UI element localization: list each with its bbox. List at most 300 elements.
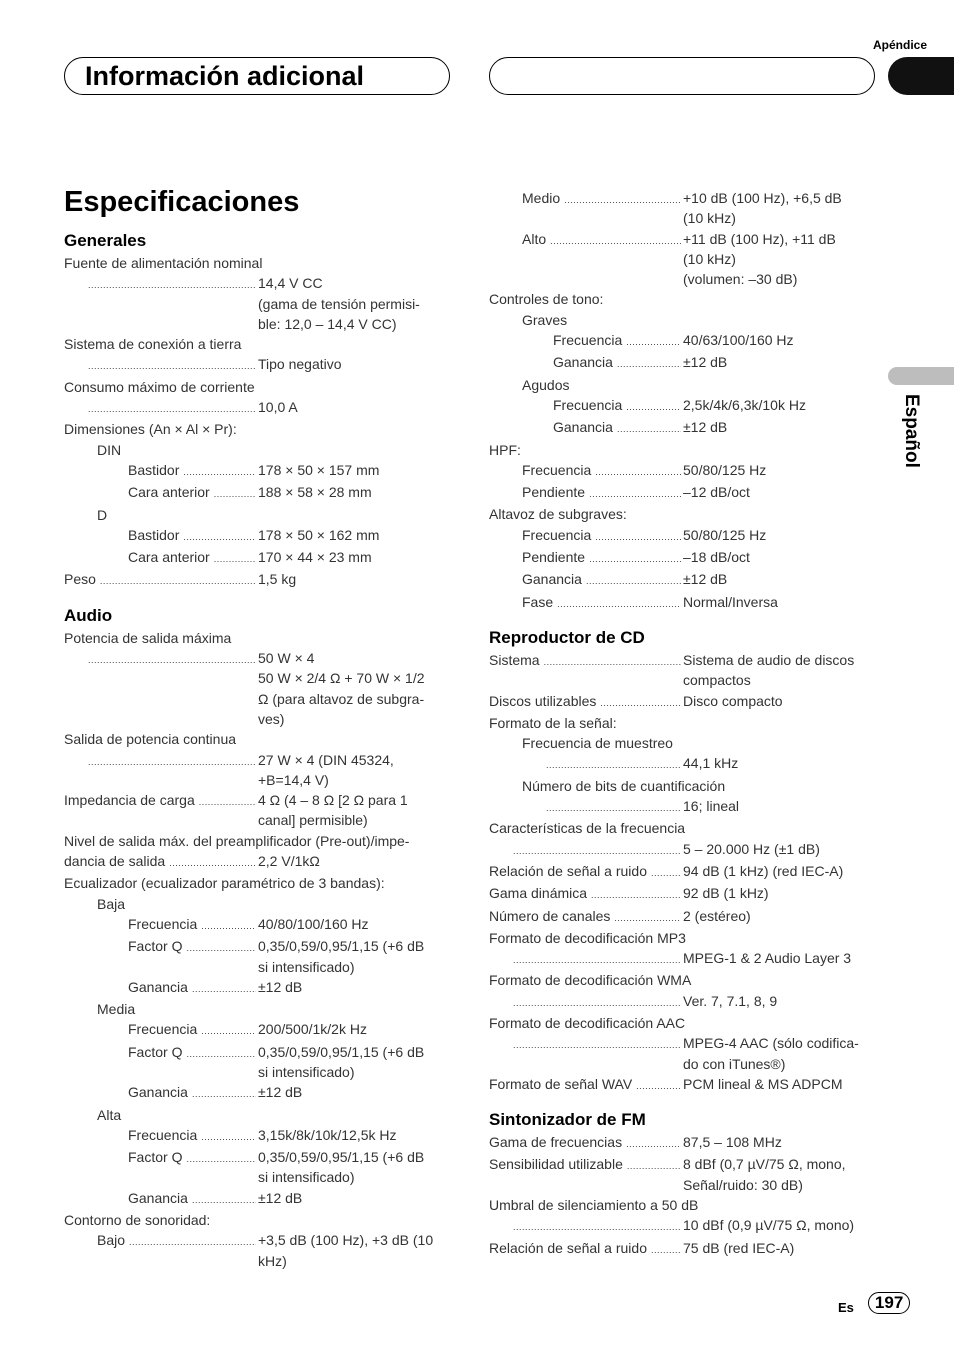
spec-value-line: 50/80/125 Hz (683, 461, 767, 478)
spec-value-line: MPEG-4 AAC (sólo codifica- (683, 1035, 859, 1052)
section-gap (489, 1096, 879, 1110)
spec-value-line: +B=14,4 V) (258, 771, 329, 788)
spec-value-line: 3,15k/8k/10k/12,5k Hz (258, 1126, 397, 1143)
page-title: Especificaciones (64, 186, 300, 218)
spec-value (258, 790, 454, 831)
spec-row (489, 229, 879, 290)
section-header (64, 57, 450, 95)
spec-value (258, 750, 454, 791)
spec-label: Alta (97, 1106, 122, 1123)
spec-key-text: Bastidor (128, 526, 180, 543)
spec-value-line: 178 × 50 × 162 mm (258, 526, 380, 543)
spec-value-line: 178 × 50 × 157 mm (258, 461, 380, 478)
spec-value (683, 883, 879, 905)
dot-leader (183, 460, 256, 482)
page-number: 197 (868, 1292, 910, 1314)
spec-value-line: 188 × 58 × 28 mm (258, 484, 372, 501)
dot-leader (88, 648, 256, 729)
spec-value (258, 273, 454, 334)
dot-leader (88, 750, 256, 791)
spec-value (683, 1074, 879, 1096)
dot-leader (169, 851, 256, 873)
dot-leader (88, 273, 256, 334)
spec-value-line: 16; lineal (683, 798, 740, 815)
spec-value-line: 40/80/100/160 Hz (258, 915, 369, 932)
spec-value-line: 0,35/0,59/0,95/1,15 (+6 dB (258, 1043, 425, 1060)
spec-key-text: Fase (522, 593, 554, 610)
spec-row (489, 525, 879, 547)
dot-leader (100, 569, 256, 591)
spec-key-text: Gama de frecuencias (489, 1134, 623, 1151)
spec-value-line: PCM lineal & MS ADPCM (683, 1075, 843, 1092)
spec-value-line: ±12 dB (683, 354, 728, 371)
spec-value-line: 94 dB (1 kHz) (red IEC-A) (683, 862, 844, 879)
spec-value-line: 44,1 kHz (683, 755, 739, 772)
spec-row (489, 1033, 879, 1074)
spec-label: Fuente de alimentación nominal (64, 255, 263, 271)
dot-leader (192, 1082, 256, 1104)
dot-leader (591, 883, 681, 905)
spec-key (64, 851, 258, 873)
dot-leader (544, 650, 681, 691)
spec-key-text: Medio (522, 190, 561, 206)
dot-leader (513, 991, 681, 1013)
spec-label: Altavoz de subgraves: (489, 506, 627, 523)
spec-key (553, 352, 683, 374)
dot-leader (214, 482, 256, 504)
spec-row (64, 977, 454, 999)
spec-value (683, 948, 879, 970)
spec-label: Media (97, 1001, 136, 1018)
spec-value-line: 2,2 V/1kΩ (258, 853, 320, 870)
dot-leader (586, 569, 681, 591)
spec-key (553, 330, 683, 352)
dot-leader (557, 592, 681, 614)
spec-key (522, 547, 683, 569)
spec-key-text: Alto (522, 230, 547, 247)
dot-leader (546, 796, 681, 818)
spec-row (489, 650, 879, 691)
spec-value-line: ±12 dB (683, 571, 728, 588)
spec-value-line: (10 kHz) (683, 250, 736, 267)
spec-row (489, 753, 879, 775)
dot-leader (617, 352, 681, 374)
dot-leader (589, 547, 681, 569)
dot-leader (617, 417, 681, 439)
dot-leader (589, 482, 681, 504)
spec-value-line: –12 dB/oct (683, 484, 750, 501)
spec-value-line: Ω (para altavoz de subgra- (258, 690, 425, 707)
spec-key (128, 1082, 258, 1104)
section-title: Información adicional (85, 61, 365, 91)
spec-key (522, 460, 683, 482)
spec-value (683, 991, 879, 1013)
dot-leader (183, 525, 256, 547)
spec-value-line: 4 Ω (4 – 8 Ω [2 Ω para 1 (258, 792, 408, 809)
spec-key (509, 1033, 683, 1074)
spec-value-line: 0,35/0,59/0,95/1,15 (+6 dB (258, 938, 425, 955)
spec-row (64, 750, 454, 791)
spec-key-text: Frecuencia (128, 1126, 198, 1143)
spec-row (64, 482, 454, 504)
spec-row (489, 460, 879, 482)
spec-value (683, 592, 879, 614)
spec-value-line: ±12 dB (258, 978, 303, 995)
spec-key (128, 977, 258, 999)
spec-label: Nivel de salida máx. del preamplificador (Pre-out)/impe- (64, 832, 410, 849)
spec-value (683, 691, 879, 713)
spec-value-line: 14,4 V CC (258, 275, 323, 292)
spec-value-line: 200/500/1k/2k Hz (258, 1021, 367, 1038)
spec-row (489, 482, 879, 504)
spec-row (489, 330, 879, 352)
spec-row (64, 273, 454, 334)
spec-key (128, 1019, 258, 1041)
dot-leader (214, 547, 256, 569)
spec-key-text: Ganancia (128, 1189, 188, 1206)
section-heading: Sintonizador de FM (489, 1110, 646, 1130)
spec-value (683, 525, 879, 547)
dot-leader (626, 330, 681, 352)
spec-key-text: Relación de señal a ruido (489, 1239, 647, 1256)
spec-value (683, 1033, 879, 1074)
section-gap (64, 592, 454, 606)
spec-value (683, 796, 879, 818)
dot-leader (513, 948, 681, 970)
spec-key-text: Ganancia (553, 354, 613, 371)
spec-label: HPF: (489, 441, 521, 458)
spec-key-text: Frecuencia (522, 461, 592, 478)
spec-value (683, 569, 879, 591)
spec-key (489, 1132, 683, 1154)
spec-value (683, 861, 879, 883)
language-tab (888, 367, 954, 385)
header-black-tab (888, 57, 954, 95)
spec-row (64, 851, 454, 873)
spec-value-line: Señal/ruido: 30 dB) (683, 1176, 803, 1193)
spec-key (64, 790, 258, 831)
spec-row (64, 547, 454, 569)
spec-label: DIN (97, 441, 122, 458)
spec-key (489, 906, 683, 928)
spec-key-text: Bastidor (128, 461, 180, 478)
spec-value (258, 1125, 454, 1147)
spec-key-text: Factor Q (128, 938, 183, 955)
dot-leader (651, 1238, 681, 1260)
spec-key (489, 1074, 683, 1096)
spec-value (683, 330, 879, 352)
spec-key (84, 750, 258, 791)
dot-leader (626, 1132, 681, 1154)
spec-key (64, 569, 258, 591)
spec-key-text: Factor Q (128, 1149, 183, 1166)
spec-row (489, 839, 879, 861)
spec-key (128, 1125, 258, 1147)
spec-label: Número de bits de cuantificación (522, 777, 726, 794)
spec-value-line: kHz) (258, 1252, 287, 1269)
spec-value (683, 352, 879, 374)
spec-key (97, 1230, 258, 1271)
spec-value (683, 1132, 879, 1154)
spec-value (258, 460, 454, 482)
spec-key-text: Formato de señal WAV (489, 1075, 633, 1092)
spec-key (489, 1154, 683, 1195)
spec-value (258, 354, 454, 376)
spec-key (489, 1238, 683, 1260)
spec-value-line: 10 dBf (0,9 µV/75 Ω, mono) (683, 1217, 855, 1234)
spec-value-line: ble: 12,0 – 14,4 V CC) (258, 315, 397, 332)
spec-row (64, 790, 454, 831)
spec-value-line: (10 kHz) (683, 210, 736, 227)
spec-label: Dimensiones (An × Al × Pr): (64, 421, 237, 438)
spec-row (64, 648, 454, 729)
spec-value-line: 2,5k/4k/6,3k/10k Hz (683, 396, 806, 413)
spec-key (84, 397, 258, 419)
dot-leader (614, 906, 681, 928)
spec-value-line: +11 dB (100 Hz), +11 dB (683, 230, 836, 247)
spec-key-text: Cara anterior (128, 549, 210, 566)
spec-row (64, 1019, 454, 1041)
spec-value-line: (gama de tensión permisi- (258, 295, 420, 312)
spec-key (553, 395, 683, 417)
spec-value-line: 50/80/125 Hz (683, 526, 767, 543)
spec-row (64, 1188, 454, 1210)
spec-value (683, 229, 879, 290)
spec-key-text: Frecuencia (128, 915, 198, 932)
spec-value (683, 753, 879, 775)
spec-key (522, 229, 683, 290)
spec-label: Formato de decodificación AAC (489, 1014, 686, 1031)
spec-value (258, 851, 454, 873)
spec-key-text: dancia de salida (64, 853, 166, 870)
spec-key (522, 592, 683, 614)
dot-leader (129, 1230, 256, 1271)
spec-key (128, 936, 258, 977)
spec-value-line: 87,5 – 108 MHz (683, 1134, 782, 1151)
dot-leader (192, 1188, 256, 1210)
spec-value (683, 839, 879, 861)
spec-value-line: –18 dB/oct (683, 549, 750, 566)
spec-row (64, 397, 454, 419)
spec-key-text: Cara anterior (128, 484, 210, 501)
spec-column-left (64, 231, 454, 1271)
spec-value-line: +3,5 dB (100 Hz), +3 dB (10 (258, 1232, 434, 1249)
spec-value-line: si intensificado) (258, 958, 355, 975)
spec-key (522, 188, 683, 229)
section-heading: Generales (64, 231, 147, 250)
header-empty-frame (489, 57, 875, 95)
spec-key (128, 914, 258, 936)
spec-label: Formato de decodificación MP3 (489, 929, 686, 946)
spec-key (128, 547, 258, 569)
spec-label: Formato de decodificación WMA (489, 972, 692, 989)
dot-leader (595, 460, 681, 482)
spec-key (84, 273, 258, 334)
spec-value-line: 75 dB (red IEC-A) (683, 1239, 795, 1256)
spec-row (489, 395, 879, 417)
dot-leader (564, 188, 681, 229)
spec-row (64, 569, 454, 591)
spec-key (509, 948, 683, 970)
page-lang: Es (838, 1300, 854, 1315)
spec-value-line: Disco compacto (683, 692, 783, 709)
spec-row (64, 525, 454, 547)
dot-leader (192, 977, 256, 999)
spec-value (683, 460, 879, 482)
spec-row (64, 1230, 454, 1271)
spec-key (522, 569, 683, 591)
spec-value-line: ±12 dB (258, 1084, 303, 1101)
spec-value-line: ±12 dB (683, 419, 728, 436)
spec-value-line: Normal/Inversa (683, 593, 778, 610)
spec-value (258, 525, 454, 547)
dot-leader (550, 229, 681, 290)
dot-leader (636, 1074, 681, 1096)
spec-key (522, 525, 683, 547)
spec-key (128, 482, 258, 504)
dot-leader (513, 1033, 681, 1074)
spec-label: Contorno de sonoridad: (64, 1212, 211, 1229)
spec-value-line: Sistema de audio de discos (683, 651, 855, 668)
language-label: Español (901, 394, 922, 468)
spec-key-text: Ganancia (128, 1084, 188, 1101)
spec-key-text: Gama dinámica (489, 885, 588, 902)
spec-value (258, 977, 454, 999)
spec-value (258, 1147, 454, 1188)
spec-label: D (97, 506, 108, 523)
spec-value (683, 906, 879, 928)
spec-key (489, 691, 683, 713)
spec-value-line: 40/63/100/160 Hz (683, 332, 794, 349)
dot-leader (627, 1154, 681, 1195)
spec-value (683, 395, 879, 417)
spec-key (489, 861, 683, 883)
spec-row (489, 691, 879, 713)
spec-key-text: Sistema (489, 651, 540, 668)
spec-key (84, 648, 258, 729)
spec-key (509, 991, 683, 1013)
spec-row (489, 1132, 879, 1154)
spec-key (542, 796, 683, 818)
dot-leader (513, 1215, 681, 1237)
spec-key-text: Peso (64, 571, 96, 588)
spec-label: Potencia de salida máxima (64, 629, 232, 646)
spec-key-text: Relación de señal a ruido (489, 862, 647, 879)
spec-key (509, 839, 683, 861)
spec-value (258, 1019, 454, 1041)
spec-row (489, 417, 879, 439)
spec-value-line: 27 W × 4 (DIN 45324, (258, 751, 394, 768)
spec-value-line: 10,0 A (258, 399, 298, 416)
spec-key (489, 650, 683, 691)
spec-value-line: 170 × 44 × 23 mm (258, 549, 372, 566)
spec-row (489, 592, 879, 614)
dot-leader (595, 525, 681, 547)
spec-row (489, 1215, 879, 1237)
spec-key (542, 753, 683, 775)
section-gap (489, 614, 879, 628)
spec-value-line: 8 dBf (0,7 µV/75 Ω, mono, (683, 1156, 846, 1173)
spec-row (64, 1147, 454, 1188)
spec-value (258, 1230, 454, 1271)
spec-label: Controles de tono: (489, 291, 604, 308)
spec-row (64, 1042, 454, 1083)
spec-value-line: +10 dB (100 Hz), +6,5 dB (683, 190, 842, 206)
dot-leader (513, 839, 681, 861)
spec-value-line: 92 dB (1 kHz) (683, 885, 769, 902)
spec-row (489, 906, 879, 928)
section-heading: Reproductor de CD (489, 627, 645, 647)
appendix-label: Apéndice (872, 38, 927, 52)
dot-leader (88, 397, 256, 419)
spec-row (489, 948, 879, 970)
spec-key (128, 1042, 258, 1083)
spec-value (683, 1215, 879, 1237)
spec-value (258, 569, 454, 591)
dot-leader (201, 1019, 256, 1041)
spec-label: Consumo máximo de corriente (64, 378, 255, 395)
spec-row (489, 1074, 879, 1096)
dot-leader (186, 936, 256, 977)
dot-leader (88, 354, 256, 376)
spec-value-line: ±12 dB (258, 1189, 303, 1206)
spec-value-line: 50 W × 4 (258, 650, 315, 667)
spec-row (64, 1082, 454, 1104)
spec-value (683, 547, 879, 569)
spec-row (489, 569, 879, 591)
spec-value (258, 397, 454, 419)
dot-leader (651, 861, 681, 883)
spec-key-text: Bajo (97, 1232, 126, 1249)
spec-row (489, 796, 879, 818)
spec-row (489, 547, 879, 569)
spec-key-text: Discos utilizables (489, 692, 597, 709)
spec-row (489, 1238, 879, 1260)
spec-column-right (489, 188, 879, 1260)
spec-value (258, 1042, 454, 1083)
spec-value (258, 1082, 454, 1104)
spec-value-line: MPEG-1 & 2 Audio Layer 3 (683, 950, 852, 967)
spec-key-text: Factor Q (128, 1043, 183, 1060)
spec-value (683, 650, 879, 691)
spec-value (683, 188, 879, 229)
spec-value-line: 50 W × 2/4 Ω + 70 W × 1/2 (258, 670, 425, 687)
spec-row (64, 936, 454, 977)
spec-value (258, 648, 454, 729)
spec-value-line: canal] permisible) (258, 812, 368, 829)
spec-label: Sistema de conexión a tierra (64, 336, 242, 353)
spec-row (489, 188, 879, 229)
spec-row (489, 352, 879, 374)
dot-leader (546, 753, 681, 775)
spec-key (128, 1188, 258, 1210)
spec-key (128, 525, 258, 547)
spec-key (522, 482, 683, 504)
spec-key (553, 417, 683, 439)
spec-key-text: Ganancia (553, 419, 613, 436)
spec-value-line: compactos (683, 672, 751, 689)
dot-leader (201, 914, 256, 936)
dot-leader (626, 395, 681, 417)
spec-key-text: Pendiente (522, 549, 586, 566)
spec-label: Agudos (522, 376, 570, 393)
spec-value (258, 482, 454, 504)
spec-label: Salida de potencia continua (64, 731, 237, 748)
spec-value-line: Tipo negativo (258, 356, 342, 373)
spec-key (128, 460, 258, 482)
spec-value-line: do con iTunes®) (683, 1055, 786, 1072)
dot-leader (186, 1147, 256, 1188)
